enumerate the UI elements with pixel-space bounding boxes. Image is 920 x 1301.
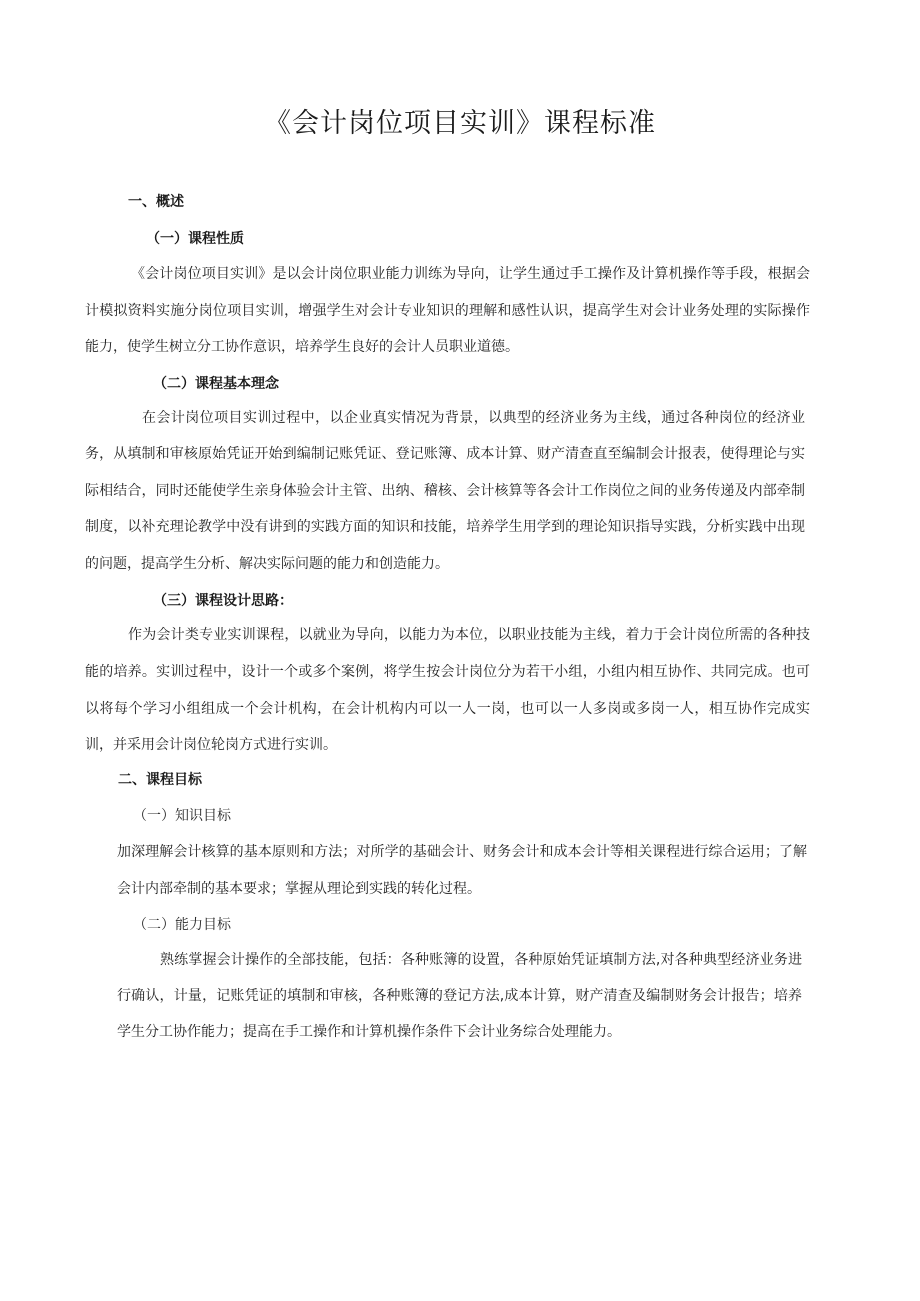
subsection-heading-design-approach: （三）课程设计思路： [153,593,293,609]
subsection-heading-course-nature: （一）课程性质 [146,231,244,247]
paragraph-basic-concept: 在会计岗位项目实训过程中，以企业真实情况为背景，以典型的经济业务为主线，通过各种岗位的经济业务，从填制和审核原始凭证开始到编制记账凭证、登记账簿、成本计算、财产清查直至编制会计报表，使得理论与实际相结合，同时还能使学生亲身体验会计主管、出纳、稽核、会计核算等各会计工作岗位之间的业务传递及内部牵制制度，以补充理论教学中没有讲到的实践方面的知识和技能，培养学生用学到的理论知识指导实践，分析实践中出现的问题，提高学生分析、解决实际问题的能力和创造能力。 [85,410,805,572]
subsection-heading-ability-objectives: （二）能力目标 [133,917,231,933]
paragraph-course-nature: 《会计岗位项目实训》是以会计岗位职业能力训练为导向，让学生通过手工操作及计算机操作等手段，根据会计模拟资料实施分岗位项目实训，增强学生对会计专业知识的理解和感性认识，提高学生对会计业务处理的实际操作能力，使学生树立分工协作意识，培养学生良好的会计人员职业道德。 [85,266,810,355]
subsection-heading-knowledge-objectives: （一）知识目标 [133,808,231,824]
paragraph-knowledge-objectives: 加深理解会计核算的基本原则和方法；对所学的基础会计、财务会计和成本会计等相关课程进行综合运用；了解会计内部牵制的基本要求；掌握从理论到实践的转化过程。 [117,844,807,897]
section-heading-course-objectives: 二、课程目标 [118,772,202,788]
section-heading-overview: 一、概述 [128,194,184,210]
document-title: 《会计岗位项目实训》课程标准 [264,108,656,139]
paragraph-ability-objectives: 熟练掌握会计操作的全部技能，包括：各种账簿的设置，各种原始凭证填制方法,对各种典型经济业务进行确认，计量，记账凭证的填制和审核，各种账簿的登记方法,成本计算，财产清查及编制财务会计报告；培养学生分工协作能力；提高在手工操作和计算机操作条件下会计业务综合处理能力。 [117,952,802,1040]
subsection-heading-basic-concept: （二）课程基本理念 [153,376,279,392]
paragraph-design-approach: 作为会计类专业实训课程，以就业为导向，以能力为本位，以职业技能为主线，着力于会计岗位所需的各种技能的培养。实训过程中，设计一个或多个案例，将学生按会计岗位分为若干小组，小组内相互协作、共同完成。也可以将每个学习小组组成一个会计机构，在会计机构内可以一人一岗，也可以一人多岗或多岗一人，相互协作完成实训，并采用会计岗位轮岗方式进行实训。 [85,627,810,754]
